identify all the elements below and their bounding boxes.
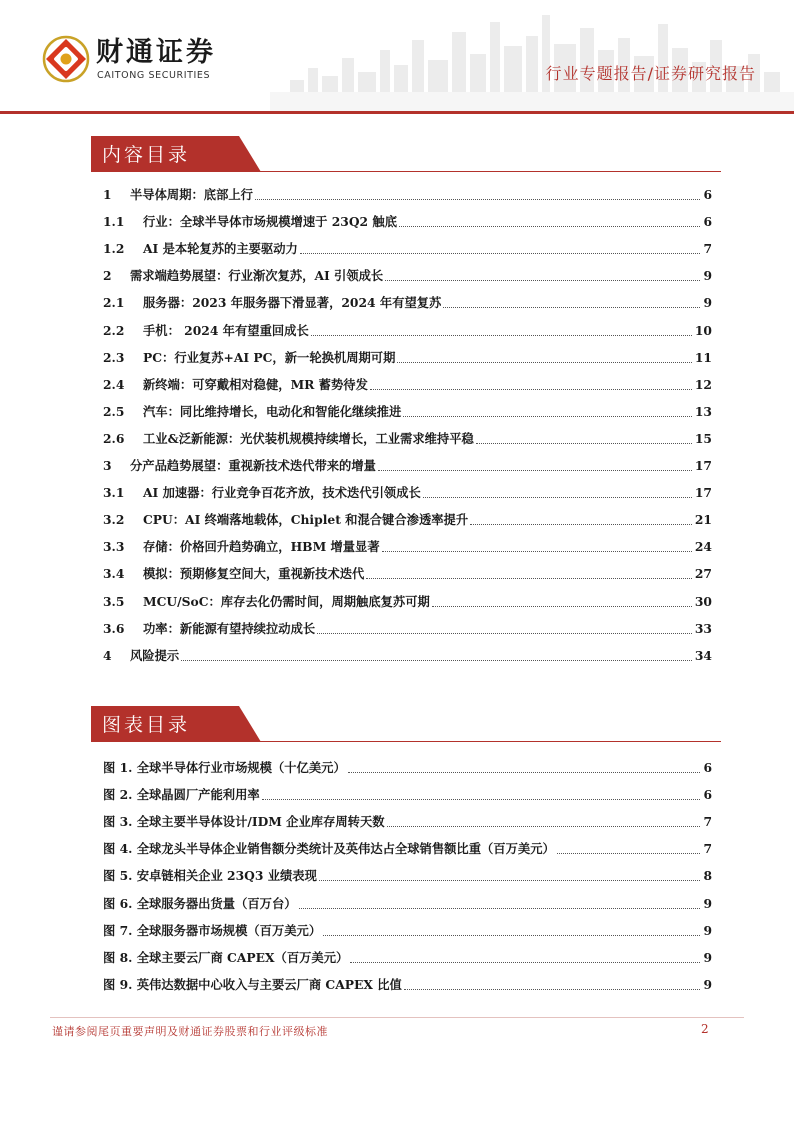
toc-entry-page: 6 bbox=[703, 760, 712, 775]
toc-entry[interactable] bbox=[103, 183, 712, 203]
toc-entry-title: AI 加速器：行业竞争百花齐放，技术迭代引领成长 bbox=[143, 485, 421, 501]
toc-entry-page: 10 bbox=[694, 322, 712, 338]
toc-entry-page: 6 bbox=[703, 787, 712, 803]
toc-entry-title: MCU/SoC：库存去化仍需时间，周期触底复苏可期 bbox=[143, 593, 430, 609]
toc-entry-number: 2 bbox=[103, 268, 112, 284]
toc-entry[interactable] bbox=[103, 644, 712, 664]
toc-dot-leader bbox=[317, 632, 692, 634]
toc-entry-page: 9 bbox=[703, 295, 712, 311]
toc-entry-title: 图 3. 全球主要半导体设计/IDM 企业库存周转天数 bbox=[103, 814, 385, 830]
toc-entry-title: 图 2. 全球晶圆厂产能利用率 bbox=[103, 787, 260, 803]
toc-entry-title: 图 4. 全球龙头半导体企业销售额分类统计及英伟达占全球销售额比重（百万美元） bbox=[103, 841, 555, 857]
toc-dot-leader bbox=[299, 907, 701, 909]
toc-entry-page: 9 bbox=[703, 949, 712, 965]
toc-dot-leader bbox=[443, 306, 700, 308]
toc-entry-title: 图 8. 全球主要云厂商 CAPEX（百万美元） bbox=[103, 949, 349, 965]
toc-entry[interactable] bbox=[103, 481, 712, 501]
toc-entry[interactable] bbox=[103, 837, 712, 857]
toc-dot-leader bbox=[348, 771, 701, 773]
toc-entry-page: 6 bbox=[703, 187, 712, 202]
toc-entry-page: 12 bbox=[694, 376, 712, 392]
toc-entry[interactable] bbox=[103, 291, 712, 311]
page-number: 2 bbox=[701, 1022, 709, 1036]
toc-entry-title: 图 5. 安卓链相关企业 23Q3 业绩表现 bbox=[103, 868, 317, 884]
brand-name-en: CAITONG SECURITIES bbox=[97, 70, 211, 81]
footer-divider bbox=[50, 1017, 744, 1018]
toc-entry-title: 新终端：可穿戴相对稳健，MR 蓄势待发 bbox=[143, 376, 368, 392]
toc-entry-page: 17 bbox=[694, 485, 712, 501]
toc-dot-leader bbox=[366, 577, 692, 579]
toc-entry-page: 27 bbox=[694, 566, 712, 582]
toc-entry-page: 21 bbox=[694, 512, 712, 528]
toc-entry-page: 6 bbox=[703, 214, 712, 230]
toc-dot-leader bbox=[432, 605, 692, 607]
toc-entry-page: 13 bbox=[694, 403, 712, 419]
toc-entry-title: 存储：价格回升趋势确立，HBM 增量显著 bbox=[143, 539, 380, 555]
toc-entry-title: 分产品趋势展望：重视新技术迭代带来的增量 bbox=[130, 458, 376, 473]
toc-entry[interactable] bbox=[103, 783, 712, 803]
toc-dot-leader bbox=[399, 225, 700, 227]
toc-entry-number: 1 bbox=[103, 187, 112, 202]
toc-dot-leader bbox=[319, 879, 701, 881]
toc-entry-number: 3.4 bbox=[103, 566, 125, 582]
toc-entry[interactable] bbox=[103, 427, 712, 447]
toc-entry-page: 9 bbox=[703, 268, 712, 284]
toc-entry-number: 1.1 bbox=[103, 214, 125, 230]
toc-dot-leader bbox=[397, 361, 691, 363]
toc-entry-page: 30 bbox=[694, 593, 712, 609]
toc-entry-number: 1.2 bbox=[103, 241, 125, 257]
toc-entry-page: 7 bbox=[703, 841, 712, 857]
toc-entry-page: 7 bbox=[703, 814, 712, 830]
toc-entry-title: 图 9. 英伟达数据中心收入与主要云厂商 CAPEX 比值 bbox=[103, 976, 402, 992]
toc-dot-leader bbox=[181, 659, 692, 661]
toc-dot-leader bbox=[385, 279, 700, 281]
contents-title-rule bbox=[256, 171, 721, 172]
toc-entry[interactable] bbox=[103, 346, 712, 366]
toc-entry[interactable] bbox=[103, 973, 712, 993]
toc-entry-number: 4 bbox=[103, 647, 112, 663]
toc-entry-page: 8 bbox=[703, 868, 712, 884]
toc-entry-number: 2.2 bbox=[103, 322, 125, 338]
toc-entry[interactable] bbox=[103, 535, 712, 555]
toc-entry-title: AI 是本轮复苏的主要驱动力 bbox=[143, 241, 298, 257]
header-divider bbox=[0, 111, 794, 114]
toc-entry-title: PC：行业复苏+AI PC，新一轮换机周期可期 bbox=[143, 349, 396, 365]
toc-entry[interactable] bbox=[103, 946, 712, 966]
toc-entry[interactable] bbox=[103, 210, 712, 230]
report-type: 行业专题报告/证券研究报告 bbox=[545, 64, 756, 83]
toc-dot-leader bbox=[255, 198, 700, 200]
toc-entry[interactable] bbox=[103, 892, 712, 912]
toc-entry-number: 3.6 bbox=[103, 620, 125, 636]
toc-entry[interactable] bbox=[103, 237, 712, 257]
contents-title: 内容目录 bbox=[102, 144, 191, 166]
toc-dot-leader bbox=[470, 523, 692, 525]
toc-entry-page: 33 bbox=[694, 620, 712, 636]
toc-entry-number: 3.2 bbox=[103, 512, 125, 528]
toc-entry-title: 图 1. 全球半导体行业市场规模（十亿美元） bbox=[103, 760, 346, 775]
toc-entry-title: 风险提示 bbox=[130, 647, 180, 663]
brand-name-cn: 财通证券 bbox=[96, 37, 216, 68]
figures-section-header bbox=[91, 706, 721, 742]
toc-entry-title: 工业&泛新能源：光伏装机规模持续增长，工业需求维持平稳 bbox=[143, 430, 474, 446]
toc-entry-page: 9 bbox=[703, 976, 712, 992]
footer-disclaimer: 谨请参阅尾页重要声明及财通证券股票和行业评级标准 bbox=[52, 1025, 328, 1038]
toc-entry-page: 7 bbox=[703, 241, 712, 257]
toc-entry[interactable] bbox=[103, 919, 712, 939]
toc-entry[interactable] bbox=[103, 508, 712, 528]
toc-entry-page: 9 bbox=[703, 922, 712, 938]
contents-section-header bbox=[91, 136, 721, 172]
toc-entry-number: 3.3 bbox=[103, 539, 125, 555]
toc-entry[interactable] bbox=[103, 810, 712, 830]
toc-entry[interactable] bbox=[103, 617, 712, 637]
toc-entry-title: 半导体周期：底部上行 bbox=[130, 187, 253, 202]
toc-entry-title: 图 7. 全球服务器市场规模（百万美元） bbox=[103, 922, 322, 938]
toc-entry[interactable] bbox=[103, 264, 712, 284]
toc-entry[interactable] bbox=[103, 562, 712, 582]
toc-entry-title: 模拟：预期修复空间大，重视新技术迭代 bbox=[143, 566, 365, 582]
toc-dot-leader bbox=[370, 388, 692, 390]
toc-dot-leader bbox=[311, 334, 692, 336]
toc-entry-number: 2.4 bbox=[103, 376, 125, 392]
toc-dot-leader bbox=[262, 798, 701, 800]
toc-entry-title: 图 6. 全球服务器出货量（百万台） bbox=[103, 895, 297, 911]
toc-entry-title: 手机： 2024 年有望重回成长 bbox=[143, 322, 309, 338]
toc-dot-leader bbox=[350, 961, 700, 963]
toc-entry-page: 15 bbox=[694, 430, 712, 446]
toc-dot-leader bbox=[476, 442, 692, 444]
toc-entry[interactable] bbox=[103, 756, 712, 776]
figures-title-rule bbox=[256, 741, 721, 742]
toc-entry-title: 汽车：同比维持增长，电动化和智能化继续推进 bbox=[143, 403, 402, 419]
toc-entry-page: 34 bbox=[694, 647, 712, 663]
toc-entry-page: 9 bbox=[703, 895, 712, 911]
toc-entry[interactable] bbox=[103, 319, 712, 339]
toc-entry-page: 11 bbox=[694, 349, 712, 365]
toc-dot-leader bbox=[423, 496, 692, 498]
toc-entry-title: 服务器：2023 年服务器下滑显著，2024 年有望复苏 bbox=[143, 295, 442, 311]
toc-entry-title: 需求端趋势展望：行业渐次复苏，AI 引领成长 bbox=[130, 268, 384, 284]
toc-entry-number: 3 bbox=[103, 458, 112, 473]
toc-entry-number: 2.6 bbox=[103, 430, 125, 446]
toc-dot-leader bbox=[323, 934, 700, 936]
toc-entry[interactable] bbox=[103, 864, 712, 884]
toc-dot-leader bbox=[382, 550, 692, 552]
toc-entry-number: 2.3 bbox=[103, 349, 125, 365]
toc-entry-page: 24 bbox=[694, 539, 712, 555]
toc-entry-title: 行业：全球半导体市场规模增速于 23Q2 触底 bbox=[143, 214, 397, 230]
toc-entry[interactable] bbox=[103, 454, 712, 474]
toc-entry-number: 3.5 bbox=[103, 593, 125, 609]
caitong-logo-icon bbox=[42, 35, 90, 83]
toc-entry[interactable] bbox=[103, 373, 712, 393]
toc-entry[interactable] bbox=[103, 400, 712, 420]
toc-dot-leader bbox=[404, 988, 701, 990]
toc-entry-number: 2.1 bbox=[103, 295, 125, 311]
toc-entry[interactable] bbox=[103, 590, 712, 610]
toc-entry-page: 17 bbox=[694, 458, 712, 473]
toc-entry-title: CPU：AI 终端落地载体，Chiplet 和混合键合渗透率提升 bbox=[143, 512, 469, 528]
page-header bbox=[0, 0, 794, 114]
toc-dot-leader bbox=[557, 852, 701, 854]
toc-dot-leader bbox=[378, 469, 692, 471]
toc-entry-title: 功率：新能源有望持续拉动成长 bbox=[143, 620, 316, 636]
toc-entry-number: 2.5 bbox=[103, 403, 125, 419]
toc-dot-leader bbox=[387, 825, 701, 827]
figures-title: 图表目录 bbox=[102, 714, 191, 736]
toc-dot-leader bbox=[403, 415, 692, 417]
toc-entry-number: 3.1 bbox=[103, 485, 125, 501]
toc-dot-leader bbox=[300, 252, 701, 254]
